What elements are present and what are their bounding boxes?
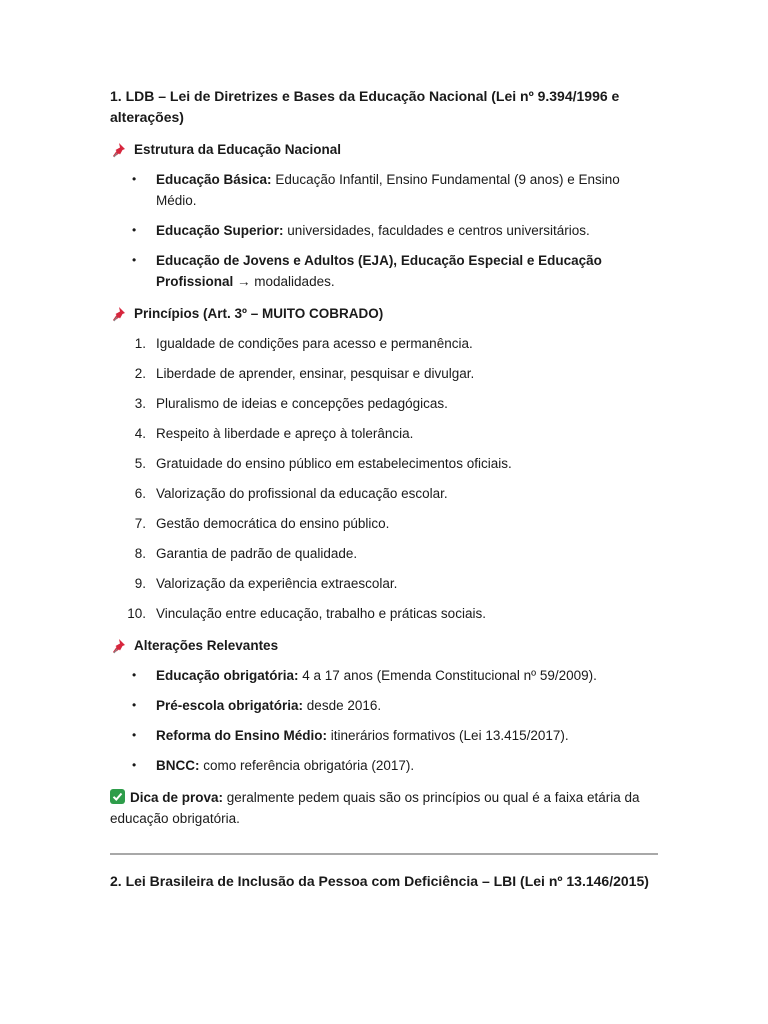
- item-number: 9.: [134, 576, 146, 591]
- item-number: 8.: [134, 546, 146, 561]
- heading-alteracoes: [110, 635, 658, 656]
- item-text: Gestão democrática do ensino público.: [156, 516, 390, 531]
- list-item: [110, 665, 658, 686]
- item-text: Garantia de padrão de qualidade.: [156, 546, 358, 561]
- item-text: Gratuidade do ensino público em estabelecimentos oficiais.: [156, 456, 512, 471]
- item-text: universidades, faculdades e centros universitários.: [283, 223, 590, 238]
- item-label: Educação obrigatória:: [156, 668, 299, 683]
- heading-principios: [110, 303, 658, 324]
- alteracoes-list: [110, 665, 658, 776]
- heading-estrutura: [110, 139, 658, 160]
- item-label: Reforma do Ensino Médio:: [156, 728, 328, 743]
- item-label: Educação Superior:: [156, 223, 284, 238]
- section-title-ldb: 1. LDB – Lei de Diretrizes e Bases da Educação Nacional (Lei nº 9.394/1996 e alterações): [110, 88, 620, 125]
- item-text: 4 a 17 anos (Emenda Constitucional nº 59/2009).: [298, 668, 597, 683]
- list-item: [110, 573, 658, 594]
- item-text: → modalidades.: [233, 274, 335, 289]
- bullet-glyph: •: [132, 728, 137, 742]
- list-item: [110, 725, 658, 746]
- check-mark-icon: [110, 789, 125, 804]
- list-item: [110, 453, 658, 474]
- heading-estrutura-text: Estrutura da Educação Nacional: [134, 142, 342, 157]
- list-item: [110, 220, 658, 241]
- item-number: 4.: [134, 426, 146, 441]
- list-item: [110, 363, 658, 384]
- bullet-glyph: •: [132, 172, 137, 186]
- section-divider: [110, 853, 658, 855]
- item-text: Liberdade de aprender, ensinar, pesquisar e divulgar.: [156, 366, 475, 381]
- tip-text: geralmente pedem quais são os princípios ou qual é a faixa etária da educação obrigatória.: [110, 790, 640, 826]
- list-item: [110, 393, 658, 414]
- heading-principios-text: Princípios (Art. 3º – MUITO COBRADO): [134, 306, 384, 321]
- item-number: 3.: [134, 396, 146, 411]
- item-text: Igualdade de condições para acesso e permanência.: [156, 336, 473, 351]
- list-item: [110, 483, 658, 504]
- item-number: 5.: [134, 456, 146, 471]
- list-item: [110, 755, 658, 776]
- principios-list: [110, 333, 658, 624]
- list-item: [110, 423, 658, 444]
- item-text: Respeito à liberdade e apreço à tolerância.: [156, 426, 414, 441]
- item-text: desde 2016.: [303, 698, 382, 713]
- list-item: [110, 513, 658, 534]
- item-text: Educação Infantil, Ensino Fundamental (9 anos) e Ensino Médio.: [156, 172, 620, 208]
- item-text: Vinculação entre educação, trabalho e práticas sociais.: [156, 606, 486, 621]
- item-number: 10.: [127, 606, 146, 621]
- item-text: Valorização do profissional da educação escolar.: [156, 486, 448, 501]
- document-page: [110, 86, 658, 892]
- list-item: [110, 333, 658, 354]
- item-label: Educação Básica:: [156, 172, 272, 187]
- item-number: 2.: [134, 366, 146, 381]
- pushpin-icon: [110, 142, 128, 158]
- bullet-glyph: •: [132, 698, 137, 712]
- pushpin-icon: [110, 306, 128, 322]
- section-title-lbi: 2. Lei Brasileira de Inclusão da Pessoa com Deficiência – LBI (Lei nº 13.146/2015): [110, 873, 649, 889]
- item-number: 6.: [134, 486, 146, 501]
- list-item: [110, 695, 658, 716]
- item-label: BNCC:: [156, 758, 200, 773]
- bullet-glyph: •: [132, 758, 137, 772]
- estrutura-list: [110, 169, 658, 292]
- list-item: [110, 543, 658, 564]
- item-number: 7.: [134, 516, 146, 531]
- list-item: [110, 169, 658, 211]
- bullet-glyph: •: [132, 253, 137, 267]
- exam-tip: [110, 787, 658, 829]
- item-text: como referência obrigatória (2017).: [199, 758, 415, 773]
- item-label: Pré-escola obrigatória:: [156, 698, 304, 713]
- item-label: Educação de Jovens e Adultos (EJA), Educação Especial e Educação Profissional: [156, 253, 602, 289]
- list-item: [110, 250, 658, 292]
- item-text: itinerários formativos (Lei 13.415/2017).: [327, 728, 569, 743]
- item-number: 1.: [134, 336, 146, 351]
- bullet-glyph: •: [132, 223, 137, 237]
- pushpin-icon: [110, 638, 128, 654]
- list-item: [110, 603, 658, 624]
- bullet-glyph: •: [132, 668, 137, 682]
- heading-alteracoes-text: Alterações Relevantes: [134, 638, 279, 653]
- item-text: Valorização da experiência extraescolar.: [156, 576, 398, 591]
- item-text: Pluralismo de ideias e concepções pedagógicas.: [156, 396, 448, 411]
- tip-label: Dica de prova:: [130, 790, 224, 805]
